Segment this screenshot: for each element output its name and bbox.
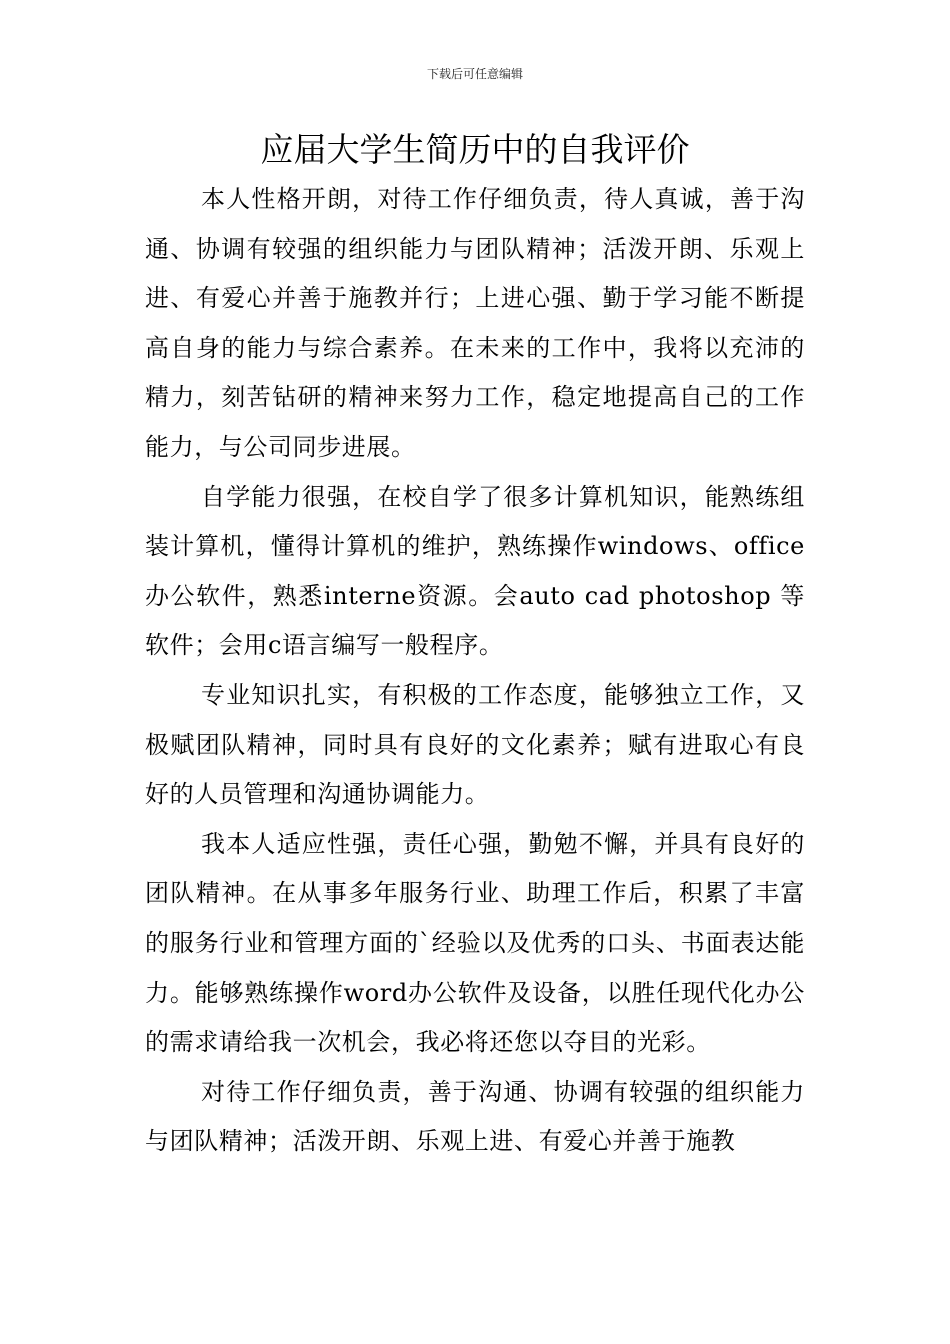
paragraph-1: 本人性格开朗，对待工作仔细负责，待人真诚，善于沟通、协调有较强的组织能力与团队精神；活泼开朗、乐观上进、有爱心并善于施教并行；上进心强、勤于学习能不断提高自身的能力与综合素养。在未来的工作中，我将以充沛的精力，刻苦钻研的精神来努力工作，稳定地提高自己的工作能力，与公司同步进展。 (145, 185, 805, 461)
paragraph-2: 自学能力很强，在校自学了很多计算机知识，能熟练组装计算机，懂得计算机的维护，熟练操作windows、office办公软件，熟悉interne资源。会auto cad photoshop 等软件；会用c语言编写一般程序。 (145, 482, 805, 660)
header-note: 下载后可任意编辑 (426, 67, 523, 81)
paragraph-5: 对待工作仔细负责，善于沟通、协调有较强的组织能力与团队精神；活泼开朗、乐观上进、有爱心并善于施教 (145, 1077, 805, 1156)
document-body (145, 175, 805, 1167)
paragraph-3: 专业知识扎实，有积极的工作态度，能够独立工作，又极赋团队精神，同时具有良好的文化素养；赋有进取心有良好的人员管理和沟通协调能力。 (145, 680, 805, 809)
paragraph-4: 我本人适应性强，责任心强，勤勉不懈，并具有良好的团队精神。在从事多年服务行业、助理工作后，积累了丰富的服务行业和管理方面的`经验以及优秀的口头、书面表达能力。能够熟练操作word办公软件及设备，以胜任现代化办公的需求请给我一次机会，我必将还您以夺目的光彩。 (145, 829, 805, 1057)
page-title: 应届大学生简历中的自我评价 (260, 130, 690, 169)
